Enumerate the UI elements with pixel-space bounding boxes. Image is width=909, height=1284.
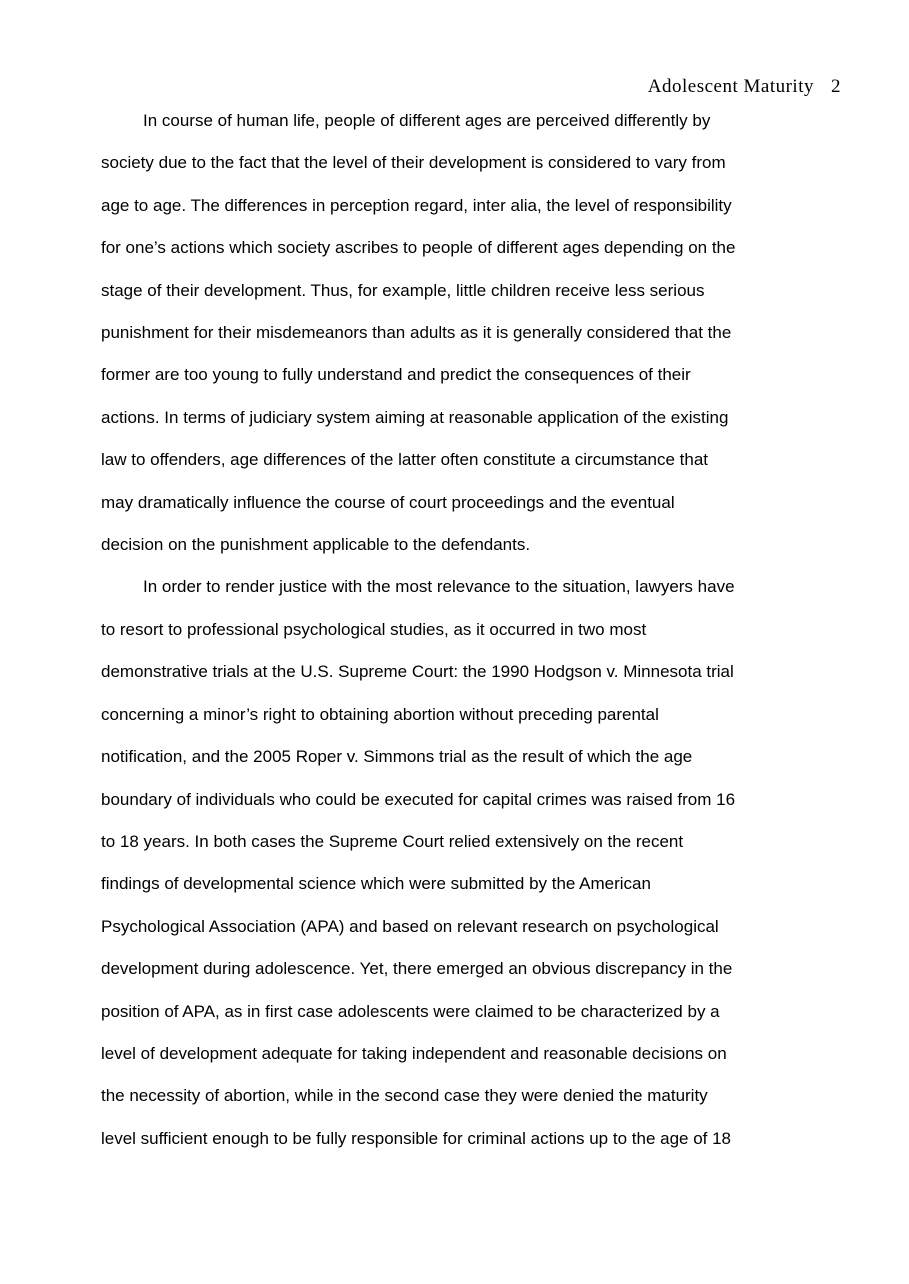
- text-line: development during adolescence. Yet, there emerged an obvious discrepancy in the: [101, 959, 733, 979]
- text-line: for one’s actions which society ascribes to people of different ages depending on the: [101, 238, 736, 258]
- text-line: to 18 years. In both cases the Supreme Court relied extensively on the recent: [101, 831, 684, 851]
- text-line: Psychological Association (APA) and based on relevant research on psychological: [101, 916, 719, 936]
- text-line: findings of developmental science which were submitted by the American: [101, 874, 651, 894]
- text-line: to resort to professional psychological studies, as it occurred in two most: [101, 619, 647, 639]
- text-line: may dramatically influence the course of court proceedings and the eventual: [101, 492, 675, 512]
- paragraph: [101, 100, 813, 566]
- text-line: punishment for their misdemeanors than adults as it is generally considered that the: [101, 323, 732, 343]
- paragraph: [101, 566, 813, 1160]
- text-line: decision on the punishment applicable to the defendants.: [101, 535, 531, 555]
- text-line: boundary of individuals who could be executed for capital crimes was raised from 16: [101, 789, 736, 809]
- text-line: concerning a minor’s right to obtaining abortion without preceding parental: [101, 704, 659, 724]
- text-line: level of development adequate for taking independent and reasonable decisions on: [101, 1043, 727, 1063]
- text-line: former are too young to fully understand and predict the consequences of their: [101, 365, 691, 385]
- text-line: stage of their development. Thus, for example, little children receive less serious: [101, 280, 705, 300]
- text-line: In course of human life, people of different ages are perceived differently by: [143, 111, 711, 130]
- text-line: In order to render justice with the most relevance to the situation, lawyers have: [143, 577, 735, 597]
- running-head: Adolescent Maturity: [647, 76, 814, 97]
- text-line: actions. In terms of judiciary system aiming at reasonable application of the existing: [101, 407, 729, 427]
- text-line: level sufficient enough to be fully responsible for criminal actions up to the age of 18: [101, 1128, 732, 1148]
- text-line: society due to the fact that the level of their development is considered to vary from: [101, 153, 726, 173]
- text-line: law to offenders, age differences of the latter often constitute a circumstance that: [101, 450, 709, 470]
- document-body: [101, 100, 813, 1160]
- text-line: age to age. The differences in perception regard, inter alia, the level of responsibility: [101, 195, 732, 215]
- text-line: the necessity of abortion, while in the second case they were denied the maturity: [101, 1086, 708, 1106]
- text-line: notification, and the 2005 Roper v. Simmons trial as the result of which the age: [101, 747, 693, 767]
- page-number: 2: [831, 76, 841, 97]
- text-line: position of APA, as in first case adolescents were claimed to be characterized by a: [101, 1001, 720, 1021]
- text-line: demonstrative trials at the U.S. Supreme Court: the 1990 Hodgson v. Minnesota trial: [101, 662, 734, 682]
